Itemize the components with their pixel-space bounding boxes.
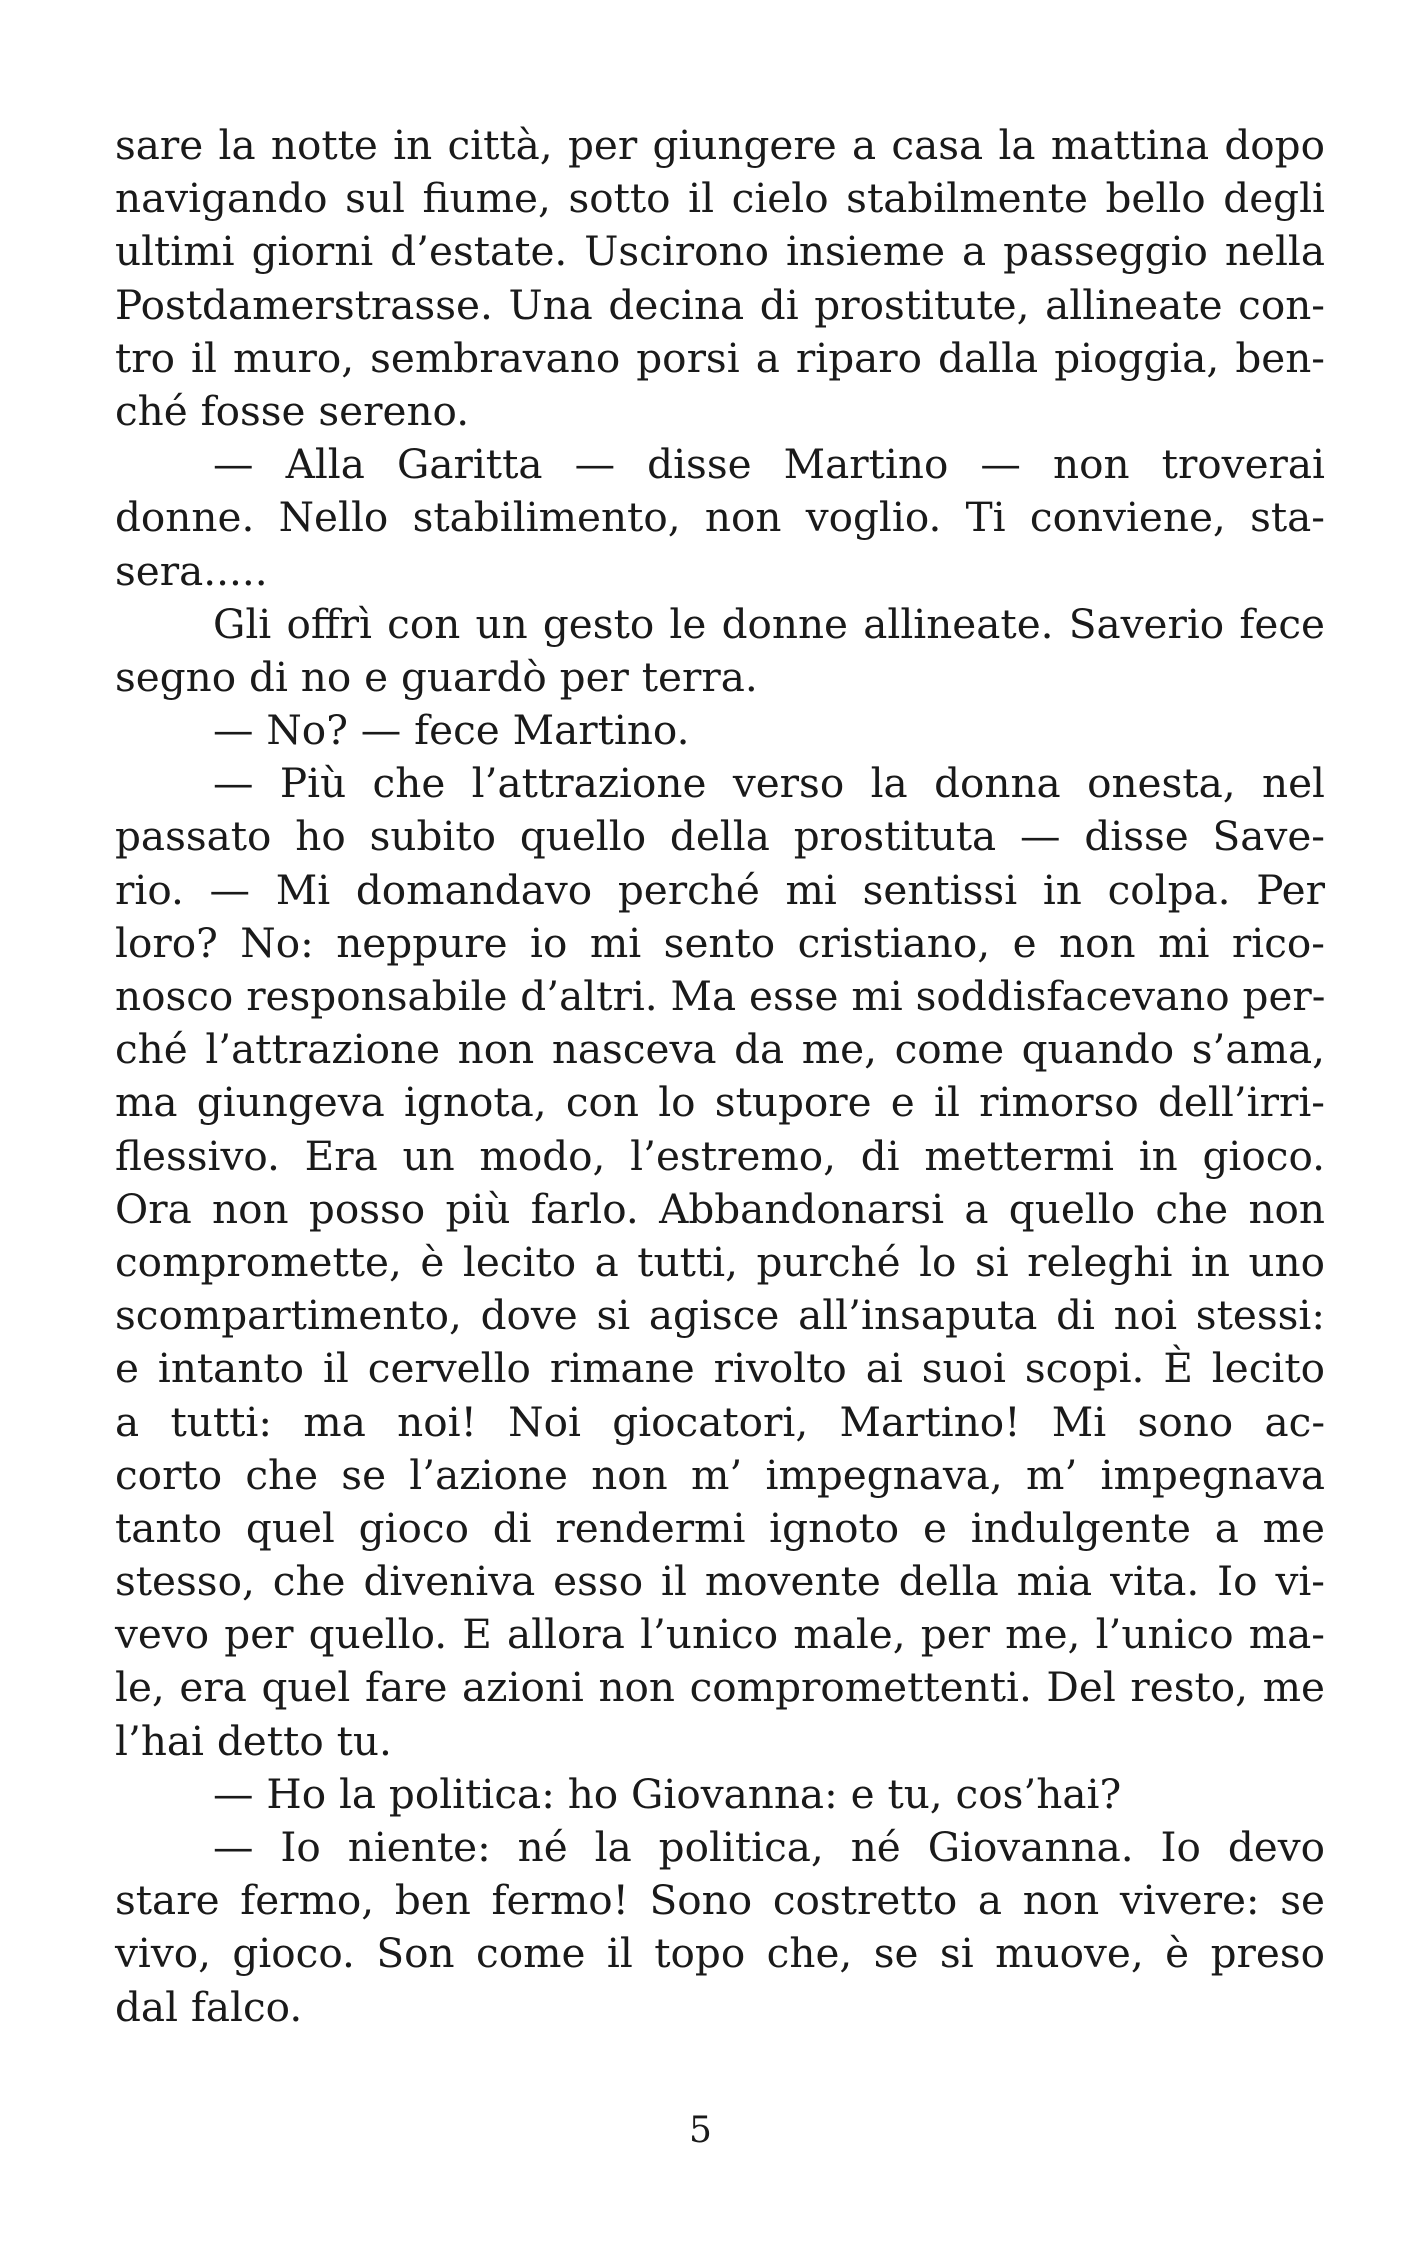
text-line: navigando sul fiume, sotto il cielo stabilmente bello degli [115,174,1325,223]
text-line: — Ho la politica: ho Giovanna: e tu, cos’hai? [213,1769,1122,1818]
text-line: donne. Nello stabilimento, non voglio. Ti conviene, sta- [115,493,1325,542]
text-line: nosco responsabile d’altri. Ma esse mi soddisfacevano per- [115,972,1326,1020]
text-line: stare fermo, ben fermo! Sono costretto a non vivere: se [115,1876,1325,1925]
text-line: l’hai detto tu. [115,1716,392,1765]
text-line: flessivo. Era un modo, l’estremo, di mettermi in gioco. [115,1131,1325,1180]
text-line: le, era quel fare azioni non compromettenti. Del resto, me [115,1663,1325,1712]
text-line: tanto quel gioco di rendermi ignoto e indulgente a me [115,1503,1325,1552]
text-line: — Più che l’attrazione verso la donna onesta, nel [213,759,1325,808]
text-line: Gli offrì con un gesto le donne allineate. Saverio fece [213,599,1325,648]
text-line: loro? No: neppure io mi sento cristiano, e non mi rico- [115,918,1325,967]
text-line: e intanto il cervello rimane rivolto ai suoi scopi. È lecito [115,1344,1325,1393]
text-line: sera..... [115,546,268,595]
text-line: vivo, gioco. Son come il topo che, se si muove, è preso [115,1929,1325,1978]
text-line: ché l’attrazione non nasceva da me, come quando s’ama, [115,1025,1325,1074]
text-line: Postdamerstrasse. Una decina di prostitute, allineate con- [115,280,1325,329]
text-line: — No? — fece Martino. [213,706,690,755]
text-line: stesso, che diveniva esso il movente della mia vita. Io vi- [115,1557,1325,1606]
text-line: rio. — Mi domandavo perché mi sentissi in colpa. Per [115,865,1325,914]
text-line: passato ho subito quello della prostituta — disse Save- [115,812,1325,861]
text-line: ultimi giorni d’estate. Uscirono insieme a passeggio nella [115,227,1325,276]
text-line: — Io niente: né la politica, né Giovanna. Io devo [213,1823,1325,1871]
text-line: ma giungeva ignota, con lo stupore e il rimorso dell’irri- [115,1078,1325,1127]
page-body [115,119,1325,2034]
text-line: tro il muro, sembravano porsi a riparo dalla pioggia, ben- [115,333,1325,382]
text-line: compromette, è lecito a tutti, purché lo si releghi in uno [115,1237,1325,1286]
text-line: vevo per quello. E allora l’unico male, per me, l’unico ma- [115,1610,1325,1659]
text-line: scompartimento, dove si agisce all’insaputa di noi stessi: [115,1291,1325,1340]
page-number: 5 [689,2110,712,2151]
text-line: Ora non posso più farlo. Abbandonarsi a quello che non [115,1184,1325,1233]
text-line: sare la notte in città, per giungere a casa la mattina dopo [115,121,1325,169]
text-line: corto che se l’azione non m’ impegnava, m’ impegnava [115,1450,1325,1499]
text-line: ché fosse sereno. [115,386,470,435]
text-line: dal falco. [115,1982,303,2031]
text-line: segno di no e guardò per terra. [115,652,758,701]
text-line: a tutti: ma noi! Noi giocatori, Martino! Mi sono ac- [115,1397,1325,1446]
text-line: — Alla Garitta — disse Martino — non troverai [213,440,1325,489]
